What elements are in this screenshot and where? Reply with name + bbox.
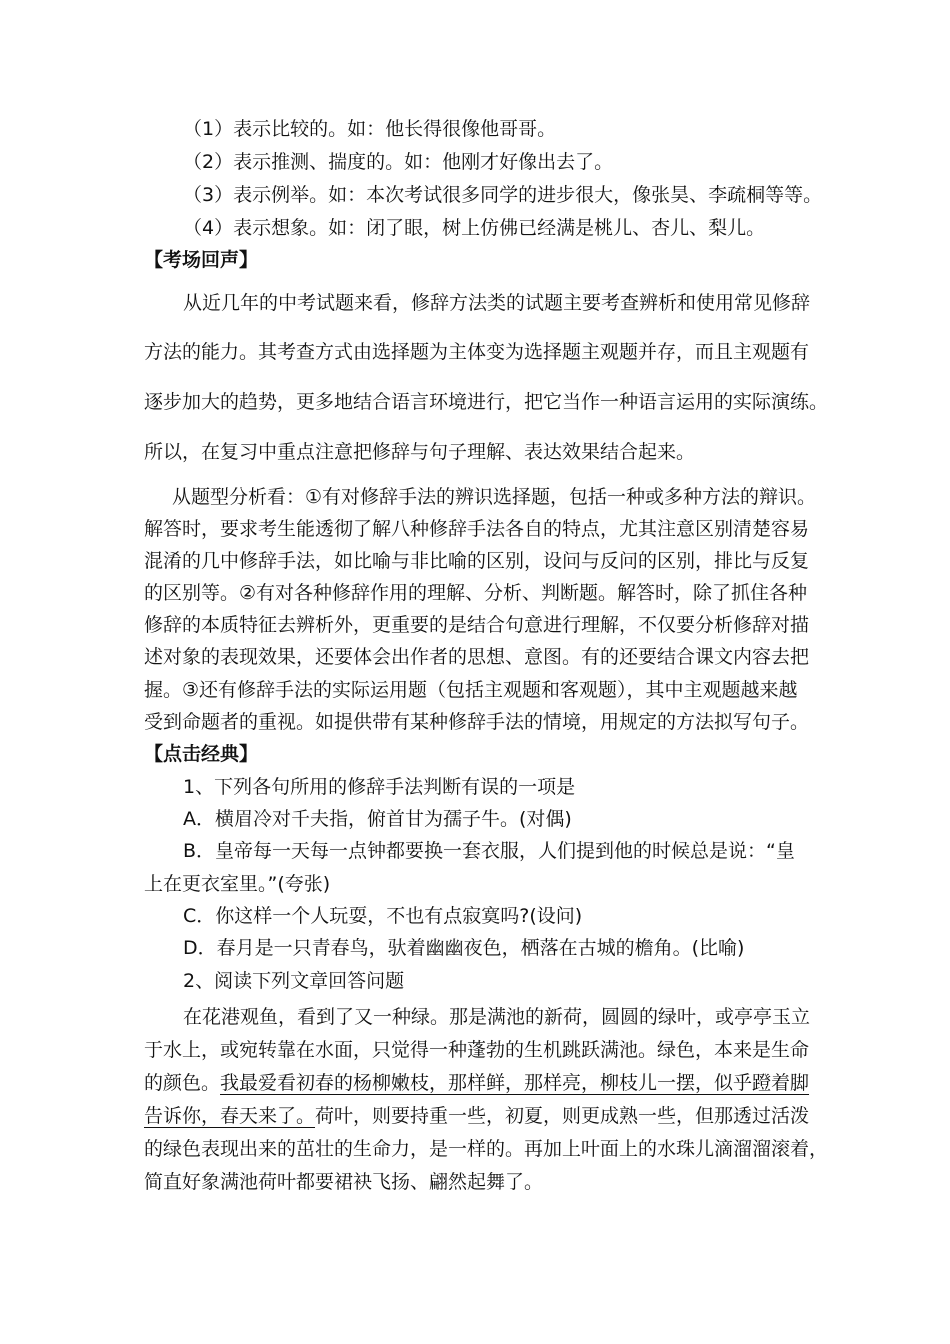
paragraph-line: 握。③还有修辞手法的实际运用题（包括主观题和客观题），其中主观题越来越 [144, 679, 798, 701]
passage-line: 的绿色表现出来的茁壮的生命力，是一样的。再加上叶面上的水珠儿滴溜溜滚着， [144, 1138, 829, 1160]
paragraph-line: 受到命题者的重视。如提供带有某种修辞手法的情境，用规定的方法拟写句子。 [144, 711, 810, 733]
section-heading-exam-echo: 【考场回声】 [144, 249, 259, 271]
question-1-stem: 1、下列各句所用的修辞手法判断有误的一项是 [183, 776, 576, 798]
passage-text: 的颜色。 [144, 1072, 221, 1094]
usage-item-1: （1）表示比较的。如：他长得很像他哥哥。 [183, 118, 557, 140]
passage-line [144, 1070, 809, 1096]
passage-line: 在花港观鱼，看到了又一种绿。那是满池的新荷，圆圆的绿叶，或亭亭玉立 [183, 1006, 811, 1028]
question-1-option-b: B．皇帝每一天每一点钟都要换一套衣服，人们提到他的时候总是说：“皇 [183, 840, 795, 862]
underlined-sentence: 我最爱看初春的杨柳嫩枝，那样鲜，那样亮，柳枝儿一摆，似乎蹬着脚 [220, 1072, 810, 1094]
question-1-option-b-cont: 上在更衣室里。”(夸张) [144, 873, 331, 895]
passage-line [144, 1103, 809, 1129]
question-2-stem: 2、阅读下列文章回答问题 [183, 970, 405, 992]
paragraph-line: 从近几年的中考试题来看，修辞方法类的试题主要考查辨析和使用常见修辞 [183, 292, 811, 314]
usage-item-4: （4）表示想象。如：闭了眼，树上仿佛已经满是桃儿、杏儿、梨儿。 [183, 217, 766, 239]
underlined-sentence: 告诉你，春天来了。 [144, 1105, 316, 1127]
paragraph-line: 所以，在复习中重点注意把修辞与句子理解、表达效果结合起来。 [144, 441, 696, 463]
paragraph-line: 的区别等。②有对各种修辞作用的理解、分析、判断题。解答时，除了抓住各种 [144, 582, 808, 604]
paragraph-line: 方法的能力。其考查方式由选择题为主体变为选择题主观题并存，而且主观题有 [144, 341, 810, 363]
usage-item-2: （2）表示推测、揣度的。如：他刚才好像出去了。 [183, 151, 614, 173]
passage-line: 简直好象满池荷叶都要裙袂飞扬、翩然起舞了。 [144, 1171, 544, 1193]
paragraph-line: 从题型分析看：①有对修辞手法的辨识选择题，包括一种或多种方法的辩识。 [172, 486, 817, 508]
paragraph-line: 解答时，要求考生能透彻了解八种修辞手法各自的特点，尤其注意区别清楚容易 [144, 518, 810, 540]
question-1-option-c: C．你这样一个人玩耍，不也有点寂寞吗?(设问) [183, 905, 583, 927]
paragraph-line: 混淆的几中修辞手法，如比喻与非比喻的区别，设问与反问的区别，排比与反复 [144, 550, 810, 572]
section-heading-classic-examples: 【点击经典】 [144, 743, 259, 765]
usage-item-3: （3）表示例举。如：本次考试很多同学的进步很大，像张昊、李疏桐等等。 [183, 184, 823, 206]
passage-line: 于水上，或宛转靠在水面，只觉得一种蓬勃的生机跳跃满池。绿色，本来是生命 [144, 1039, 810, 1061]
paragraph-line: 修辞的本质特征去辨析外，更重要的是结合句意进行理解，不仅要分析修辞对描 [144, 614, 810, 636]
question-1-option-a: A．横眉冷对千夫指，俯首甘为孺子牛。(对偶) [183, 808, 572, 830]
question-1-option-d: D．春月是一只青春鸟，驮着幽幽夜色，栖落在古城的檐角。(比喻) [183, 937, 745, 959]
paragraph-line: 逐步加大的趋势，更多地结合语言环境进行，把它当作一种语言运用的实际演练。 [144, 391, 829, 413]
paragraph-line: 述对象的表现效果，还要体会出作者的思想、意图。有的还要结合课文内容去把 [144, 646, 810, 668]
passage-text: 荷叶，则要持重一些，初夏，则更成熟一些，但那透过活泼 [315, 1105, 810, 1127]
